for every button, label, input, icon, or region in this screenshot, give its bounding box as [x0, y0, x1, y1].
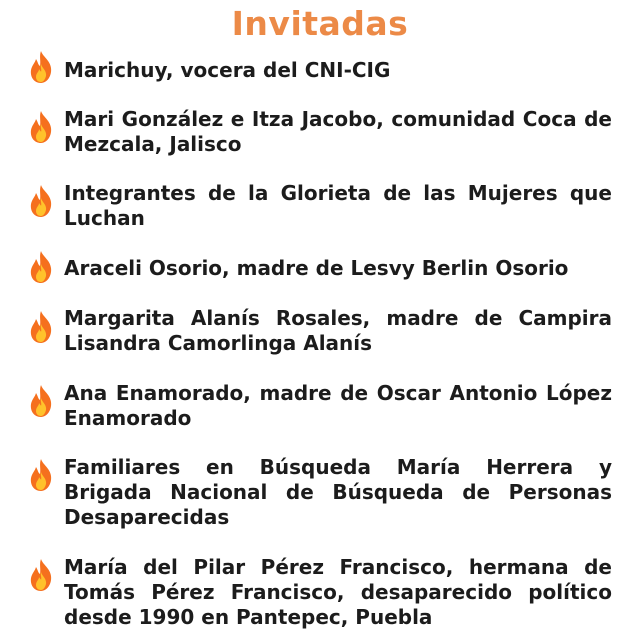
invitada-text: Familiares en Búsqueda María Herrera y Brigada Nacional de Búsqueda de Personas Desaparecidas [64, 455, 612, 529]
invitada-text: Margarita Alanís Rosales, madre de Campira Lisandra Camorlinga Alanís [64, 306, 612, 355]
fire-icon [26, 558, 56, 592]
fire-icon [26, 384, 56, 418]
fire-icon [26, 250, 56, 284]
fire-icon [26, 184, 56, 218]
invitada-text: María del Pilar Pérez Francisco, hermana de Tomás Pérez Francisco, desaparecido político desde 1990 en Pantepec, Puebla [64, 555, 612, 629]
invitada-text: Araceli Osorio, madre de Lesvy Berlin Osorio [64, 256, 569, 280]
fire-icon [26, 458, 56, 492]
invitada-text: Ana Enamorado, madre de Oscar Antonio López Enamorado [64, 381, 612, 430]
page-title: Invitadas [231, 4, 409, 43]
invitada-text: Marichuy, vocera del CNI-CIG [64, 58, 391, 82]
fire-icon [26, 50, 56, 84]
invitada-text: Integrantes de la Glorieta de las Mujeres que Luchan [64, 181, 612, 230]
fire-icon [26, 310, 56, 344]
invitada-text: Mari González e Itza Jacobo, comunidad Coca de Mezcala, Jalisco [64, 107, 612, 156]
fire-icon [26, 110, 56, 144]
